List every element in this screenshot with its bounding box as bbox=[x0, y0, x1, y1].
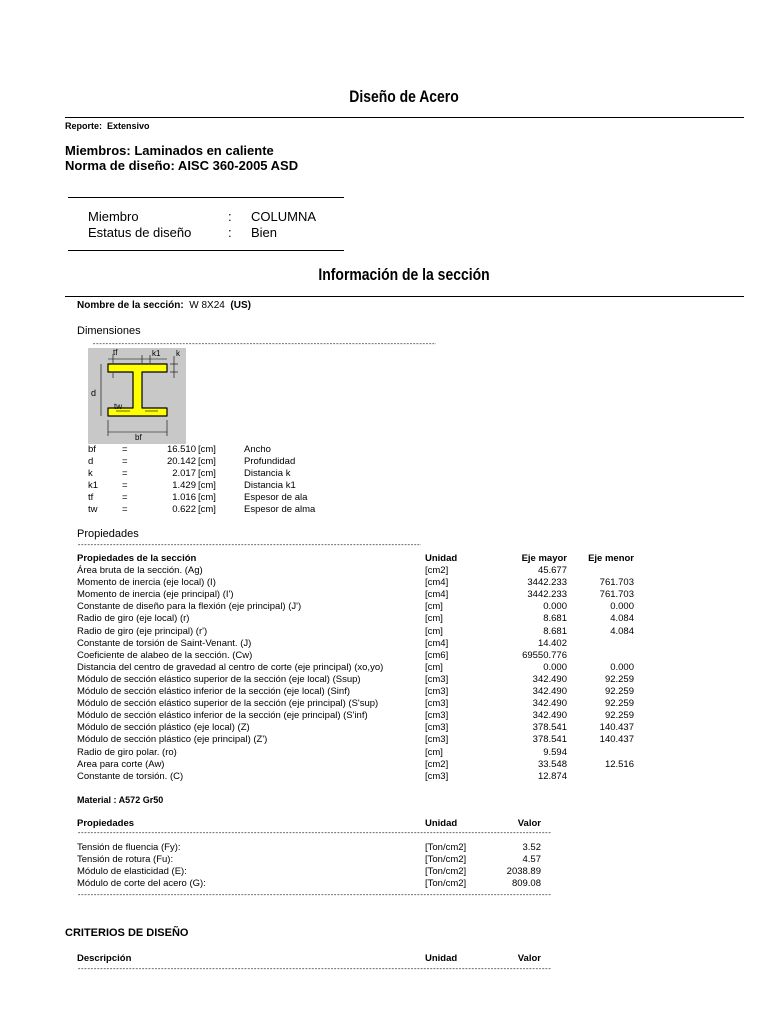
dimension-description: Distancia k1 bbox=[244, 480, 296, 491]
property-row bbox=[77, 601, 637, 613]
property-major-axis: 9.594 bbox=[543, 747, 567, 758]
crit-col-unit-header: Unidad bbox=[425, 953, 458, 964]
dimension-row bbox=[88, 492, 388, 504]
property-name: Módulo de sección elástico superior de la sección (eje principal) (S'sup) bbox=[77, 698, 379, 709]
property-major-axis: 33.548 bbox=[537, 759, 567, 770]
dimension-equals: = bbox=[122, 504, 128, 515]
property-row bbox=[77, 771, 637, 783]
material-property-name: Tensión de fluencia (Fy): bbox=[77, 842, 181, 853]
dimension-symbol: d bbox=[88, 456, 94, 467]
property-minor-axis: 0.000 bbox=[610, 601, 634, 612]
property-name: Momento de inercia (eje local) (I) bbox=[77, 577, 216, 588]
col-name-header: Propiedades de la sección bbox=[77, 553, 197, 564]
material-row bbox=[77, 866, 557, 878]
property-unit: [cm4] bbox=[425, 577, 449, 588]
dimension-row bbox=[88, 444, 388, 456]
property-row bbox=[77, 710, 637, 722]
members-line: Miembros: Laminados en caliente bbox=[65, 143, 274, 158]
dimension-description: Distancia k bbox=[244, 468, 291, 479]
property-name: Constante de torsión de Saint-Venant. (J) bbox=[77, 638, 252, 649]
col-major-header: Eje mayor bbox=[521, 553, 567, 564]
dimension-equals: = bbox=[122, 480, 128, 491]
section-name-suffix: (US) bbox=[230, 300, 251, 311]
section-name-line bbox=[77, 300, 251, 311]
status-value: Bien bbox=[251, 225, 278, 240]
dimension-value: 2.017 bbox=[172, 468, 196, 479]
dimension-equals: = bbox=[122, 444, 128, 455]
property-minor-axis: 92.259 bbox=[604, 674, 634, 685]
property-major-axis: 14.402 bbox=[537, 638, 567, 649]
property-major-axis: 8.681 bbox=[543, 613, 567, 624]
property-unit: [cm2] bbox=[425, 759, 449, 770]
dimension-value: 0.622 bbox=[172, 504, 196, 515]
section-name-label: Nombre de la sección: bbox=[77, 300, 184, 311]
property-row bbox=[77, 734, 637, 746]
properties-header-row bbox=[77, 553, 637, 565]
section-figure bbox=[88, 348, 186, 444]
material-property-unit: [Ton/cm2] bbox=[425, 878, 467, 889]
property-row bbox=[77, 613, 637, 625]
property-major-axis: 342.490 bbox=[532, 698, 567, 709]
criteria-heading: CRITERIOS DE DISEÑO bbox=[65, 927, 189, 939]
summary-bottom-rule bbox=[68, 250, 344, 251]
dimension-unit: [cm] bbox=[198, 504, 216, 515]
property-name: Constante de torsión. (C) bbox=[77, 771, 184, 782]
property-name: Coeficiente de alabeo de la sección. (Cw) bbox=[77, 650, 253, 661]
figure-label-k1: k1 bbox=[152, 349, 161, 358]
property-unit: [cm] bbox=[425, 626, 443, 637]
material-divider-bottom bbox=[77, 893, 551, 899]
property-minor-axis: 761.703 bbox=[599, 589, 634, 600]
figure-label-k: k bbox=[176, 349, 180, 358]
dimension-symbol: tf bbox=[88, 492, 94, 503]
dimension-value: 1.016 bbox=[172, 492, 196, 503]
crit-col-name-header: Descripción bbox=[77, 953, 132, 964]
dimension-unit: [cm] bbox=[198, 444, 216, 455]
property-name: Módulo de sección plástico (eje principal) (Z') bbox=[77, 734, 268, 745]
property-minor-axis: 92.259 bbox=[604, 686, 634, 697]
material-row bbox=[77, 878, 557, 890]
design-norm-line: Norma de diseño: AISC 360-2005 ASD bbox=[65, 158, 299, 173]
dimensions-heading: Dimensiones bbox=[77, 325, 141, 337]
material-row bbox=[77, 842, 557, 854]
property-major-axis: 3442.233 bbox=[527, 589, 567, 600]
mat-col-name-header: Propiedades bbox=[77, 818, 135, 829]
member-sep: : bbox=[228, 209, 232, 224]
material-divider-top bbox=[77, 831, 551, 837]
property-unit: [cm] bbox=[425, 747, 443, 758]
dimension-description: Profundidad bbox=[244, 456, 296, 467]
property-name: Módulo de sección plástico (eje local) (Z) bbox=[77, 722, 250, 733]
title-rule bbox=[65, 117, 744, 118]
dimension-unit: [cm] bbox=[198, 468, 216, 479]
property-name: Momento de inercia (eje principal) (I') bbox=[77, 589, 234, 600]
property-unit: [cm] bbox=[425, 601, 443, 612]
property-name: Radio de giro (eje principal) (r') bbox=[77, 626, 208, 637]
status-sep: : bbox=[228, 225, 232, 240]
property-unit: [cm3] bbox=[425, 771, 449, 782]
figure-label-bf: bf bbox=[135, 433, 142, 442]
material-property-name: Tensión de rotura (Fu): bbox=[77, 854, 174, 865]
property-name: Distancia del centro de gravedad al centro de corte (eje principal) (xo,yo) bbox=[77, 662, 384, 673]
property-row bbox=[77, 662, 637, 674]
dimension-symbol: k bbox=[88, 468, 93, 479]
property-unit: [cm3] bbox=[425, 674, 449, 685]
property-row bbox=[77, 674, 637, 686]
report-value: Extensivo bbox=[107, 121, 150, 131]
mat-col-unit-header: Unidad bbox=[425, 818, 458, 829]
material-property-name: Módulo de corte del acero (G): bbox=[77, 878, 206, 889]
property-major-axis: 342.490 bbox=[532, 686, 567, 697]
dimension-equals: = bbox=[122, 468, 128, 479]
material-property-name: Módulo de elasticidad (E): bbox=[77, 866, 187, 877]
property-unit: [cm6] bbox=[425, 650, 449, 661]
property-name: Constante de diseño para la flexión (eje principal) (J') bbox=[77, 601, 302, 612]
property-major-axis: 342.490 bbox=[532, 710, 567, 721]
property-row bbox=[77, 589, 637, 601]
property-unit: [cm3] bbox=[425, 710, 449, 721]
property-unit: [cm3] bbox=[425, 686, 449, 697]
dimension-description: Ancho bbox=[244, 444, 271, 455]
property-row bbox=[77, 626, 637, 638]
section-name-value: W 8X24 bbox=[189, 300, 225, 311]
property-row bbox=[77, 650, 637, 662]
material-row bbox=[77, 854, 557, 866]
property-unit: [cm2] bbox=[425, 565, 449, 576]
dimension-value: 1.429 bbox=[172, 480, 196, 491]
material-property-unit: [Ton/cm2] bbox=[425, 866, 467, 877]
col-minor-header: Eje menor bbox=[588, 553, 634, 564]
dimension-equals: = bbox=[122, 456, 128, 467]
property-unit: [cm3] bbox=[425, 698, 449, 709]
property-major-axis: 0.000 bbox=[543, 601, 567, 612]
dimension-symbol: tw bbox=[88, 504, 98, 515]
dimension-description: Espesor de ala bbox=[244, 492, 308, 503]
properties-heading: Propiedades bbox=[77, 528, 139, 540]
property-row bbox=[77, 698, 637, 710]
property-minor-axis: 92.259 bbox=[604, 710, 634, 721]
criteria-header-row bbox=[77, 953, 557, 965]
member-value: COLUMNA bbox=[251, 209, 317, 224]
property-row bbox=[77, 565, 637, 577]
dimension-row bbox=[88, 480, 388, 492]
property-row bbox=[77, 577, 637, 589]
property-minor-axis: 4.084 bbox=[610, 626, 634, 637]
dimension-description: Espesor de alma bbox=[244, 504, 316, 515]
property-minor-axis: 140.437 bbox=[599, 722, 634, 733]
col-unit-header: Unidad bbox=[425, 553, 458, 564]
property-major-axis: 45.677 bbox=[537, 565, 567, 576]
material-property-value: 4.57 bbox=[522, 854, 541, 865]
property-major-axis: 12.874 bbox=[537, 771, 567, 782]
criteria-divider bbox=[77, 967, 551, 973]
figure-label-d: d bbox=[91, 388, 97, 398]
material-property-value: 809.08 bbox=[511, 878, 541, 889]
summary-top-rule bbox=[68, 197, 344, 198]
property-major-axis: 378.541 bbox=[532, 722, 567, 733]
dimension-row bbox=[88, 468, 388, 480]
figure-label-tf: tf bbox=[113, 348, 118, 357]
dimension-row bbox=[88, 504, 388, 516]
property-row bbox=[77, 638, 637, 650]
dimension-symbol: k1 bbox=[88, 480, 99, 491]
property-name: Módulo de sección elástico inferior de la sección (eje principal) (S'inf) bbox=[77, 710, 368, 721]
material-property-value: 2038.89 bbox=[506, 866, 541, 877]
property-minor-axis: 92.259 bbox=[604, 698, 634, 709]
material-heading: Material : A572 Gr50 bbox=[77, 795, 164, 805]
report-label: Reporte: bbox=[65, 121, 103, 131]
page-title: Diseño de Acero bbox=[349, 87, 459, 106]
property-name: Módulo de sección elástico superior de la sección (eje local) (Ssup) bbox=[77, 674, 361, 685]
dimension-unit: [cm] bbox=[198, 456, 216, 467]
property-unit: [cm] bbox=[425, 613, 443, 624]
dimension-symbol: bf bbox=[88, 444, 96, 455]
property-name: Radio de giro polar. (ro) bbox=[77, 747, 177, 758]
material-property-unit: [Ton/cm2] bbox=[425, 842, 467, 853]
member-label: Miembro bbox=[88, 209, 139, 224]
property-name: Radio de giro (eje local) (r) bbox=[77, 613, 190, 624]
property-major-axis: 3442.233 bbox=[527, 577, 567, 588]
property-unit: [cm3] bbox=[425, 734, 449, 745]
property-row bbox=[77, 686, 637, 698]
report-line bbox=[65, 121, 150, 131]
property-major-axis: 378.541 bbox=[532, 734, 567, 745]
property-minor-axis: 0.000 bbox=[610, 662, 634, 673]
property-unit: [cm] bbox=[425, 662, 443, 673]
material-property-value: 3.52 bbox=[522, 842, 541, 853]
property-minor-axis: 12.516 bbox=[604, 759, 634, 770]
property-major-axis: 0.000 bbox=[543, 662, 567, 673]
dimension-row bbox=[88, 456, 388, 468]
property-major-axis: 69550.776 bbox=[522, 650, 567, 661]
figure-label-tw: tw bbox=[114, 402, 122, 411]
property-unit: [cm3] bbox=[425, 722, 449, 733]
property-major-axis: 342.490 bbox=[532, 674, 567, 685]
property-name: Módulo de sección elástico inferior de la sección (eje local) (Sinf) bbox=[77, 686, 350, 697]
property-minor-axis: 140.437 bbox=[599, 734, 634, 745]
crit-col-value-header: Valor bbox=[517, 953, 541, 964]
status-label: Estatus de diseño bbox=[88, 225, 192, 240]
property-row bbox=[77, 747, 637, 759]
dimension-unit: [cm] bbox=[198, 492, 216, 503]
property-unit: [cm4] bbox=[425, 638, 449, 649]
dimension-equals: = bbox=[122, 492, 128, 503]
section-info-title: Información de la sección bbox=[318, 265, 490, 284]
property-row bbox=[77, 722, 637, 734]
material-property-unit: [Ton/cm2] bbox=[425, 854, 467, 865]
property-name: Área bruta de la sección. (Ag) bbox=[77, 565, 203, 576]
dimension-value: 16.510 bbox=[166, 444, 196, 455]
material-header-row bbox=[77, 818, 557, 830]
property-minor-axis: 761.703 bbox=[599, 577, 634, 588]
section-info-rule bbox=[65, 296, 744, 297]
dimension-unit: [cm] bbox=[198, 480, 216, 491]
mat-col-value-header: Valor bbox=[517, 818, 541, 829]
dimension-value: 20.142 bbox=[166, 456, 196, 467]
property-major-axis: 8.681 bbox=[543, 626, 567, 637]
property-minor-axis: 4.084 bbox=[610, 613, 634, 624]
property-unit: [cm4] bbox=[425, 589, 449, 600]
property-row bbox=[77, 759, 637, 771]
properties-divider-top bbox=[77, 543, 421, 549]
property-name: Area para corte (Aw) bbox=[77, 759, 165, 770]
